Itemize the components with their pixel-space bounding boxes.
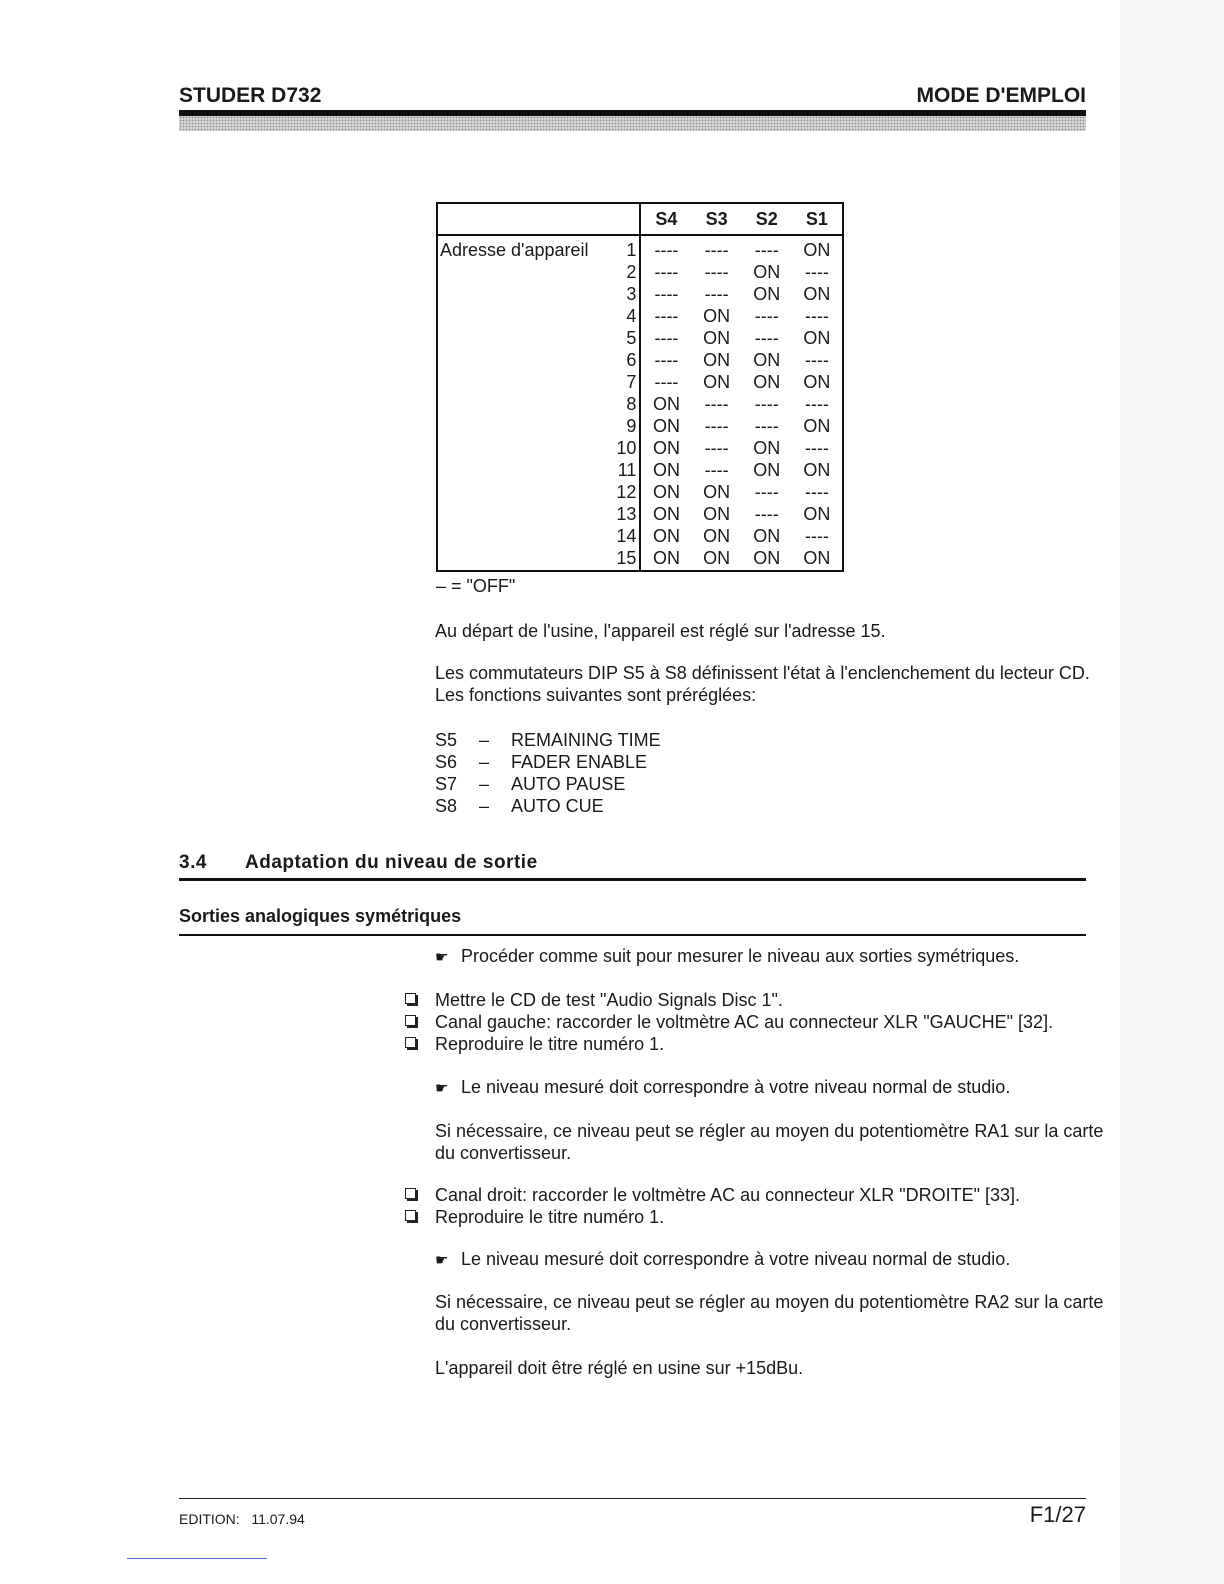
dip-switch-state: ON <box>803 460 831 480</box>
dip-switch-state: ---- <box>704 438 729 458</box>
dip-switch-state: ---- <box>754 416 779 436</box>
pointing-hand-icon: ☛ <box>435 1080 449 1097</box>
checklist-item <box>435 989 783 1011</box>
switch-code: S5 <box>435 730 458 750</box>
footer-edition <box>179 1511 305 1527</box>
dip-switch-state: ---- <box>654 284 679 304</box>
dip-address-number: 8 <box>614 393 640 415</box>
dip-switch-state: ON <box>652 504 680 524</box>
dip-address-table <box>436 202 844 572</box>
checklist-item-text: Reproduire le titre numéro 1. <box>435 1034 665 1054</box>
header-product: STUDER D732 <box>179 84 322 107</box>
dip-switch-state: ---- <box>804 438 829 458</box>
ra2-paragraph-line-2: du convertisseur. <box>435 1314 572 1334</box>
link-underline <box>127 1558 267 1559</box>
dip-header-empty <box>437 203 614 235</box>
dip-switch-state: ON <box>803 504 831 524</box>
dip-switch-state: ---- <box>654 262 679 282</box>
section-title: Adaptation du niveau de sortie <box>245 852 538 873</box>
dip-switch-state: ---- <box>654 240 679 260</box>
dip-switch-state: ---- <box>754 306 779 326</box>
checkbox-icon <box>405 1015 416 1026</box>
dip-address-number: 7 <box>614 371 640 393</box>
dip-switch-state: ---- <box>754 328 779 348</box>
dip-switch-state: ---- <box>704 262 729 282</box>
subsection-rule <box>179 934 1086 936</box>
dip-address-number: 12 <box>614 481 640 503</box>
note-level-left <box>435 1076 1010 1100</box>
dip-switch-state: ON <box>803 548 831 568</box>
dip-address-number: 10 <box>614 437 640 459</box>
dip-switch-state: ON <box>703 526 731 546</box>
dip-address-number: 13 <box>614 503 640 525</box>
header-manual-title: MODE D'EMPLOI <box>916 84 1086 107</box>
dip-switch-state: ---- <box>704 416 729 436</box>
switch-label: REMAINING TIME <box>511 730 661 750</box>
dip-switch-state: ---- <box>804 394 829 414</box>
switch-label: FADER ENABLE <box>511 752 648 772</box>
dip-switch-state: ON <box>753 438 781 458</box>
switch-label: AUTO CUE <box>511 796 604 816</box>
dip-switch-state: ---- <box>704 284 729 304</box>
dip-switch-state: ON <box>703 482 731 502</box>
dip-switch-state: ON <box>753 284 781 304</box>
dip-table-body <box>437 235 843 571</box>
dip-switch-state: ---- <box>704 394 729 414</box>
dip-switch-state: ON <box>753 526 781 546</box>
dip-switch-state: ---- <box>654 350 679 370</box>
dip-switch-state: ---- <box>804 482 829 502</box>
footer-rule <box>179 1498 1086 1499</box>
section-heading <box>179 852 538 874</box>
dip-header-empty-num <box>614 203 640 235</box>
dip-table-row <box>437 235 843 261</box>
dip-switch-state: ON <box>803 328 831 348</box>
dip-address-number: 2 <box>614 261 640 283</box>
dip-switch-state: ON <box>652 482 680 502</box>
switch-dash: – <box>479 752 490 772</box>
dip-switch-state: ON <box>753 548 781 568</box>
checkbox-icon <box>405 1188 416 1199</box>
dip-intro-line-2: Les fonctions suivantes sont préréglées: <box>435 685 757 705</box>
dip-legend: – = "OFF" <box>436 576 516 596</box>
ra1-paragraph-line-1: Si nécessaire, ce niveau peut se régler au moyen du potentiomètre RA1 sur la carte <box>435 1121 1104 1141</box>
checklist-item <box>435 1033 664 1055</box>
checklist-item-text: Reproduire le titre numéro 1. <box>435 1207 665 1227</box>
dip-switch-state: ON <box>703 548 731 568</box>
note-measure-text: Procéder comme suit pour mesurer le niveau aux sorties symétriques. <box>461 946 1020 966</box>
dip-switch-state: ON <box>703 504 731 524</box>
factory-level-text: L'appareil doit être réglé en usine sur +15dBu. <box>435 1358 804 1378</box>
dip-switch-state: ON <box>652 438 680 458</box>
dip-switch-state: ON <box>703 350 731 370</box>
switch-dash: – <box>479 774 490 794</box>
note-level-right <box>435 1248 1010 1272</box>
dip-address-number: 11 <box>614 459 640 481</box>
switch-code: S8 <box>435 796 458 816</box>
dip-switch-state: ---- <box>754 394 779 414</box>
dip-switch-state: ON <box>652 416 680 436</box>
dip-switch-state: ---- <box>754 482 779 502</box>
dip-switch-state: ---- <box>654 306 679 326</box>
switch-row <box>435 729 661 751</box>
dip-switch-state: ON <box>652 460 680 480</box>
switch-code: S6 <box>435 752 458 772</box>
switch-row <box>435 773 625 795</box>
switch-dash: – <box>479 730 490 750</box>
header-stipple-band <box>179 116 1086 131</box>
dip-address-number: 5 <box>614 327 640 349</box>
checklist-item <box>435 1206 664 1228</box>
checkbox-icon <box>405 993 416 1004</box>
factory-address-text: Au départ de l'usine, l'appareil est réglé sur l'adresse 15. <box>435 621 886 641</box>
dip-switch-state: ---- <box>704 460 729 480</box>
dip-header-s2: S2 <box>742 203 792 235</box>
pointing-hand-icon: ☛ <box>435 1252 449 1269</box>
ra1-paragraph-line-2: du convertisseur. <box>435 1143 572 1163</box>
dip-switch-state: ---- <box>804 262 829 282</box>
note-level-right-text: Le niveau mesuré doit correspondre à votre niveau normal de studio. <box>461 1249 1011 1269</box>
dip-switch-state: ON <box>703 328 731 348</box>
dip-switch-state: ON <box>803 372 831 392</box>
checklist-item <box>435 1184 1020 1206</box>
dip-header-s4: S4 <box>640 203 691 235</box>
dip-switch-state: ---- <box>804 306 829 326</box>
dip-switch-state: ON <box>753 460 781 480</box>
dip-intro-line-1: Les commutateurs DIP S5 à S8 définissent l'état à l'enclenchement du lecteur CD. <box>435 663 1090 683</box>
dip-switch-state: ON <box>803 416 831 436</box>
checklist-item-text: Canal droit: raccorder le voltmètre AC au connecteur XLR "DROITE" [33]. <box>435 1185 1021 1205</box>
dip-switch-state: ---- <box>654 372 679 392</box>
dip-address-number: 3 <box>614 283 640 305</box>
dip-switch-state: ON <box>753 262 781 282</box>
switch-row <box>435 751 647 773</box>
section-rule <box>179 878 1086 881</box>
dip-address-number: 1 <box>614 235 640 261</box>
dip-switch-state: ON <box>803 284 831 304</box>
pointing-hand-icon: ☛ <box>435 949 449 966</box>
dip-address-number: 15 <box>614 547 640 571</box>
checklist-item-text: Mettre le CD de test "Audio Signals Disc 1". <box>435 990 783 1010</box>
dip-switch-state: ON <box>652 526 680 546</box>
dip-address-number: 6 <box>614 349 640 371</box>
dip-address-number: 9 <box>614 415 640 437</box>
checkbox-icon <box>405 1037 416 1048</box>
dip-table-header-row <box>437 203 843 235</box>
switch-label: AUTO PAUSE <box>511 774 626 794</box>
dip-switch-state: ON <box>803 240 831 260</box>
checklist-item-text: Canal gauche: raccorder le voltmètre AC au connecteur XLR "GAUCHE" [32]. <box>435 1012 1054 1032</box>
note-measure <box>435 945 1019 969</box>
dip-switch-state: ---- <box>654 328 679 348</box>
edition-label: EDITION: <box>179 1511 240 1527</box>
switch-row <box>435 795 604 817</box>
checkbox-icon <box>405 1210 416 1221</box>
page-edge-shade <box>1120 0 1224 1584</box>
dip-switch-state: ---- <box>754 504 779 524</box>
dip-header-s3: S3 <box>692 203 742 235</box>
dip-switch-state: ON <box>753 350 781 370</box>
dip-header-s1: S1 <box>792 203 843 235</box>
dip-switch-state: ---- <box>804 350 829 370</box>
dip-switch-state: ---- <box>704 240 729 260</box>
switch-code: S7 <box>435 774 458 794</box>
dip-address-number: 14 <box>614 525 640 547</box>
dip-address-number: 4 <box>614 305 640 327</box>
ra2-paragraph-line-1: Si nécessaire, ce niveau peut se régler au moyen du potentiomètre RA2 sur la carte <box>435 1292 1104 1312</box>
dip-switch-state: ON <box>703 306 731 326</box>
note-level-left-text: Le niveau mesuré doit correspondre à votre niveau normal de studio. <box>461 1077 1011 1097</box>
dip-switch-state: ON <box>652 394 680 414</box>
dip-switch-state: ON <box>753 372 781 392</box>
page-number: F1/27 <box>1029 1502 1086 1527</box>
dip-row-label: Adresse d'appareil <box>440 240 589 260</box>
checklist-item <box>435 1011 1053 1033</box>
dip-switch-state: ON <box>703 372 731 392</box>
dip-switch-state: ---- <box>804 526 829 546</box>
dip-switch-state: ON <box>652 548 680 568</box>
section-number: 3.4 <box>179 852 207 873</box>
dip-switch-state: ---- <box>754 240 779 260</box>
edition-date: 11.07.94 <box>251 1511 305 1527</box>
switch-dash: – <box>479 796 490 816</box>
subsection-title: Sorties analogiques symétriques <box>179 906 462 926</box>
